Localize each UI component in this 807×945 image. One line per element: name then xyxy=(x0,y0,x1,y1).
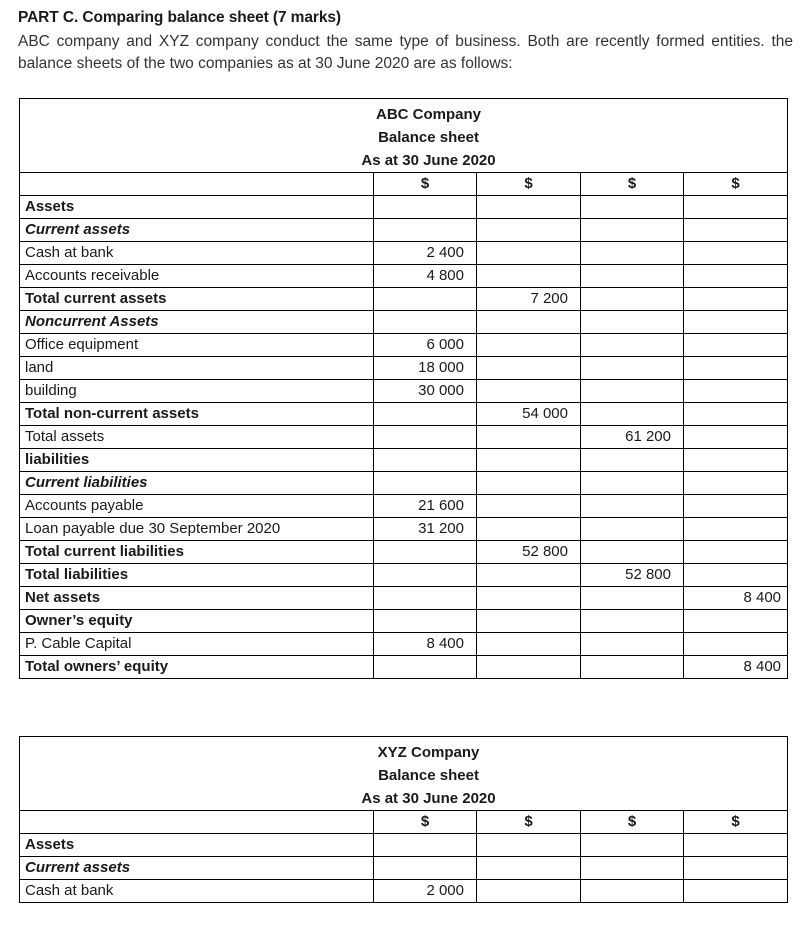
row-label: Total current liabilities xyxy=(20,541,374,564)
row-label: P. Cable Capital xyxy=(20,633,374,656)
table-row xyxy=(20,880,788,903)
amount-col-2 xyxy=(477,380,581,403)
amount-col-2 xyxy=(477,265,581,288)
table-row xyxy=(20,449,788,472)
row-label: Assets xyxy=(20,196,374,219)
row-label: Office equipment xyxy=(20,334,374,357)
table-row xyxy=(20,541,788,564)
row-label: Current liabilities xyxy=(20,472,374,495)
amount-col-4 xyxy=(684,880,788,903)
amount-col-3 xyxy=(581,518,684,541)
amount-col-2 xyxy=(477,334,581,357)
table-row xyxy=(20,610,788,633)
amount-col-3: 61 200 xyxy=(581,426,684,449)
xyz-currency-label-cell xyxy=(20,811,374,834)
amount-col-3: 52 800 xyxy=(581,564,684,587)
section-heading: PART C. Comparing balance sheet (7 marks) xyxy=(18,9,341,26)
xyz-currency-col-1: $ xyxy=(374,811,477,834)
amount-col-4 xyxy=(684,857,788,880)
xyz-statement-name: Balance sheet xyxy=(378,767,479,784)
amount-col-3 xyxy=(581,242,684,265)
amount-col-4 xyxy=(684,196,788,219)
abc-title-row xyxy=(20,99,788,173)
row-label: Net assets xyxy=(20,587,374,610)
amount-col-4 xyxy=(684,426,788,449)
amount-col-1: 30 000 xyxy=(374,380,477,403)
amount-col-4 xyxy=(684,242,788,265)
table-row xyxy=(20,357,788,380)
amount-col-1 xyxy=(374,587,477,610)
table-row xyxy=(20,587,788,610)
amount-col-2: 7 200 xyxy=(477,288,581,311)
amount-col-1 xyxy=(374,288,477,311)
table-row xyxy=(20,518,788,541)
row-label: Total current assets xyxy=(20,288,374,311)
xyz-balance-sheet-table xyxy=(19,736,788,903)
table-row xyxy=(20,242,788,265)
table-row xyxy=(20,426,788,449)
amount-col-2 xyxy=(477,587,581,610)
xyz-title-block xyxy=(20,737,787,810)
amount-col-3 xyxy=(581,587,684,610)
amount-col-2 xyxy=(477,610,581,633)
amount-col-2 xyxy=(477,219,581,242)
amount-col-2 xyxy=(477,834,581,857)
amount-col-1 xyxy=(374,541,477,564)
amount-col-1 xyxy=(374,472,477,495)
abc-currency-row xyxy=(20,173,788,196)
row-label: Loan payable due 30 September 2020 xyxy=(20,518,374,541)
amount-col-4: 8 400 xyxy=(684,587,788,610)
row-label: liabilities xyxy=(20,449,374,472)
row-label: Cash at bank xyxy=(20,242,374,265)
amount-col-2: 54 000 xyxy=(477,403,581,426)
amount-col-2 xyxy=(477,426,581,449)
amount-col-2 xyxy=(477,633,581,656)
amount-col-3 xyxy=(581,472,684,495)
table-row xyxy=(20,311,788,334)
amount-col-3 xyxy=(581,633,684,656)
amount-col-4 xyxy=(684,380,788,403)
amount-col-1: 21 600 xyxy=(374,495,477,518)
xyz-title-cell xyxy=(20,737,788,811)
amount-col-1 xyxy=(374,403,477,426)
amount-col-4 xyxy=(684,518,788,541)
amount-col-3 xyxy=(581,834,684,857)
amount-col-3 xyxy=(581,196,684,219)
amount-col-3 xyxy=(581,857,684,880)
amount-col-4 xyxy=(684,311,788,334)
amount-col-1 xyxy=(374,564,477,587)
amount-col-1: 31 200 xyxy=(374,518,477,541)
amount-col-3 xyxy=(581,610,684,633)
abc-balance-sheet-table xyxy=(19,98,788,679)
amount-col-2 xyxy=(477,518,581,541)
table-row xyxy=(20,219,788,242)
table-row xyxy=(20,334,788,357)
amount-col-1: 2 000 xyxy=(374,880,477,903)
amount-col-3 xyxy=(581,403,684,426)
amount-col-3 xyxy=(581,656,684,679)
amount-col-2 xyxy=(477,472,581,495)
amount-col-2 xyxy=(477,242,581,265)
xyz-currency-col-3: $ xyxy=(581,811,684,834)
amount-col-4 xyxy=(684,265,788,288)
table-row xyxy=(20,288,788,311)
table-row xyxy=(20,380,788,403)
row-label: Owner’s equity xyxy=(20,610,374,633)
amount-col-3 xyxy=(581,219,684,242)
amount-col-4 xyxy=(684,633,788,656)
abc-currency-col-3: $ xyxy=(581,173,684,196)
amount-col-1: 18 000 xyxy=(374,357,477,380)
table-row xyxy=(20,857,788,880)
xyz-currency-col-2: $ xyxy=(477,811,581,834)
amount-col-1 xyxy=(374,857,477,880)
amount-col-2 xyxy=(477,880,581,903)
row-label: Total assets xyxy=(20,426,374,449)
amount-col-1 xyxy=(374,449,477,472)
table-row xyxy=(20,472,788,495)
amount-col-1: 2 400 xyxy=(374,242,477,265)
amount-col-3 xyxy=(581,311,684,334)
xyz-title-row xyxy=(20,737,788,811)
row-label: Accounts receivable xyxy=(20,265,374,288)
amount-col-2 xyxy=(477,196,581,219)
abc-currency-col-4: $ xyxy=(684,173,788,196)
abc-title-block xyxy=(20,99,787,172)
xyz-currency-row xyxy=(20,811,788,834)
amount-col-2 xyxy=(477,564,581,587)
row-label: Total liabilities xyxy=(20,564,374,587)
amount-col-3 xyxy=(581,541,684,564)
amount-col-1 xyxy=(374,219,477,242)
amount-col-3 xyxy=(581,495,684,518)
amount-col-2 xyxy=(477,656,581,679)
amount-col-2 xyxy=(477,357,581,380)
table-row xyxy=(20,196,788,219)
amount-col-3 xyxy=(581,357,684,380)
amount-col-4 xyxy=(684,449,788,472)
amount-col-4 xyxy=(684,219,788,242)
amount-col-2: 52 800 xyxy=(477,541,581,564)
abc-statement-date: As at 30 June 2020 xyxy=(361,152,496,169)
row-label: Total non-current assets xyxy=(20,403,374,426)
table-row xyxy=(20,403,788,426)
row-label: Accounts payable xyxy=(20,495,374,518)
amount-col-1: 6 000 xyxy=(374,334,477,357)
amount-col-1: 4 800 xyxy=(374,265,477,288)
abc-company-name: ABC Company xyxy=(376,106,482,123)
amount-col-1 xyxy=(374,656,477,679)
abc-currency-label-cell xyxy=(20,173,374,196)
amount-col-3 xyxy=(581,880,684,903)
intro-paragraph: ABC company and XYZ company conduct the same type of business. Both are recently formed entities. the balance sheets of the two companies as at 30 June 2020 are as follows: xyxy=(18,33,793,72)
table-row xyxy=(20,265,788,288)
abc-currency-col-1: $ xyxy=(374,173,477,196)
amount-col-1 xyxy=(374,610,477,633)
amount-col-1 xyxy=(374,196,477,219)
abc-currency-col-2: $ xyxy=(477,173,581,196)
row-label: Noncurrent Assets xyxy=(20,311,374,334)
table-row xyxy=(20,495,788,518)
amount-col-1 xyxy=(374,426,477,449)
table-row xyxy=(20,633,788,656)
row-label: Current assets xyxy=(20,857,374,880)
amount-col-4 xyxy=(684,610,788,633)
xyz-currency-col-4: $ xyxy=(684,811,788,834)
abc-title-cell xyxy=(20,99,788,173)
amount-col-4 xyxy=(684,334,788,357)
amount-col-1 xyxy=(374,311,477,334)
amount-col-4 xyxy=(684,357,788,380)
amount-col-4 xyxy=(684,403,788,426)
amount-col-2 xyxy=(477,311,581,334)
amount-col-3 xyxy=(581,334,684,357)
xyz-statement-date: As at 30 June 2020 xyxy=(361,790,496,807)
row-label: Cash at bank xyxy=(20,880,374,903)
amount-col-4 xyxy=(684,472,788,495)
row-label: building xyxy=(20,380,374,403)
xyz-company-name: XYZ Company xyxy=(377,744,480,761)
amount-col-2 xyxy=(477,495,581,518)
amount-col-4: 8 400 xyxy=(684,656,788,679)
amount-col-3 xyxy=(581,380,684,403)
table-row xyxy=(20,834,788,857)
abc-statement-name: Balance sheet xyxy=(378,129,479,146)
amount-col-1 xyxy=(374,834,477,857)
row-label: Current assets xyxy=(20,219,374,242)
row-label: Total owners’ equity xyxy=(20,656,374,679)
row-label: land xyxy=(20,357,374,380)
table-row xyxy=(20,656,788,679)
amount-col-2 xyxy=(477,449,581,472)
table-row xyxy=(20,564,788,587)
amount-col-3 xyxy=(581,449,684,472)
amount-col-4 xyxy=(684,541,788,564)
amount-col-4 xyxy=(684,288,788,311)
amount-col-3 xyxy=(581,288,684,311)
amount-col-4 xyxy=(684,564,788,587)
amount-col-4 xyxy=(684,495,788,518)
amount-col-1: 8 400 xyxy=(374,633,477,656)
amount-col-3 xyxy=(581,265,684,288)
amount-col-2 xyxy=(477,857,581,880)
row-label: Assets xyxy=(20,834,374,857)
amount-col-4 xyxy=(684,834,788,857)
